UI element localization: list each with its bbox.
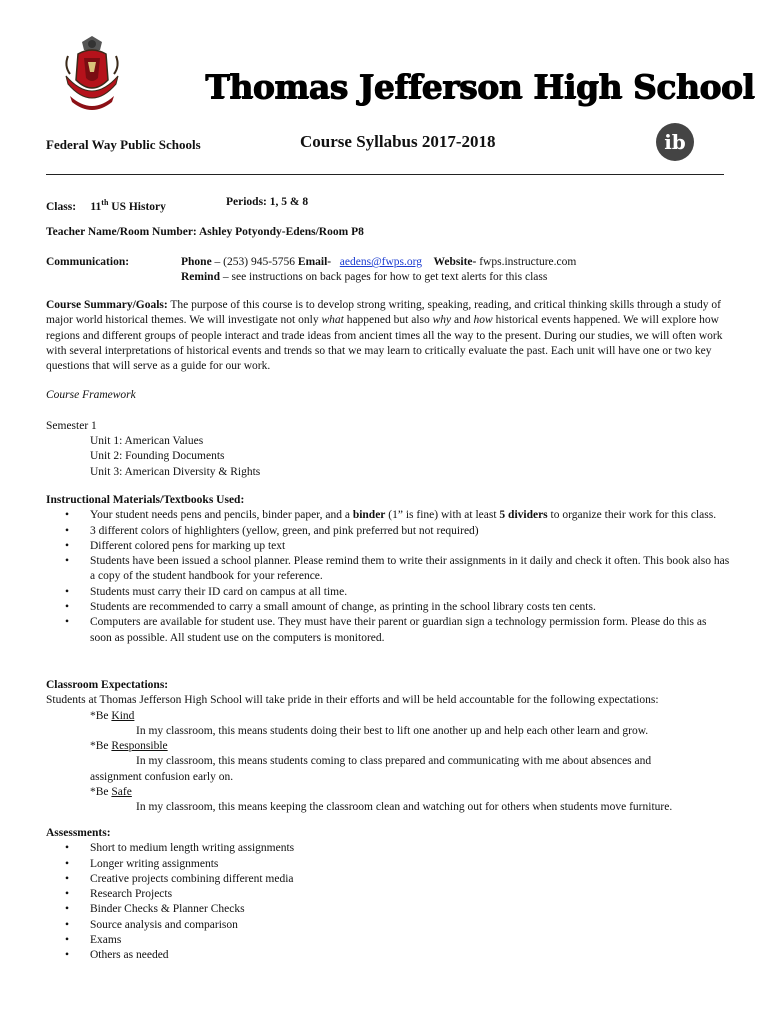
expectation-kind-text: In my classroom, this means students doing their best to lift one another up and help each other learn and grow. (136, 724, 649, 737)
list-item: • Students must carry their ID card on campus at all time. (65, 585, 348, 598)
assessments-heading: Assessments: (46, 827, 111, 839)
district-name: Federal Way Public Schools (46, 137, 201, 152)
remind-label: Remind (181, 271, 220, 284)
phone-value: – (253) 945-5756 (211, 256, 298, 268)
phone-label: Phone (181, 256, 212, 268)
svg-text:ib: ib (664, 130, 686, 154)
unit-list (90, 434, 260, 480)
expectations-heading: Classroom Expectations: (46, 679, 169, 691)
list-item: • Your student needs pens and pencils, binder paper, and a binder (1” is fine) with at least 5 dividers to organize their work for this class. (65, 509, 717, 522)
header-divider (46, 174, 724, 175)
periods: Periods: 1, 5 & 8 (226, 196, 309, 208)
website-value: fwps.instructure.com (476, 256, 577, 268)
communication-label: Communication: (46, 256, 130, 268)
unit-item: Unit 1: American Values (90, 435, 204, 447)
teacher-info: Teacher Name/Room Number: Ashley Potyondy-Edens/Room P8 (46, 226, 364, 238)
website-label: Website- (433, 256, 477, 268)
list-item: • 3 different colors of highlighters (yellow, green, and pink preferred but not required) (65, 524, 479, 537)
course-summary: Course Summary/Goals: The purpose of this course is to develop strong writing, speaking, reading, and critical thinking skills through a study of major world historical themes. We will investigate not only what happened but also why and how historical events happened. We will explore how regions and different groups of people interact and trade ideas from ancient times all the way to the present. During our studies, we will often work with several interpretations of historical events and trends so that we may learn to critically evaluate the past. Each unit will have one or two key questions that will serve as a guide for our work. (46, 299, 723, 373)
summary-label: Course Summary/Goals: (46, 299, 168, 311)
list-item: • Longer writing assignments (65, 857, 219, 870)
expectation-safe-text: In my classroom, this means keeping the classroom clean and watching out for others when students move furniture. (136, 801, 673, 814)
ib-logo-icon (655, 122, 695, 162)
communication-details (181, 255, 576, 286)
email-link[interactable]: aedens@fwps.org (339, 256, 423, 268)
class-label: Class: (46, 200, 77, 213)
list-item: • Binder Checks & Planner Checks (65, 903, 245, 916)
list-item: • Source analysis and comparison (65, 918, 238, 931)
remind-value: – see instructions on back pages for how to get text alerts for this class (219, 271, 548, 284)
expectation-responsible-text-cont: assignment confusion early on. (90, 770, 234, 783)
list-item: • Short to medium length writing assignments (65, 842, 295, 855)
expectations-section (46, 678, 730, 816)
school-crest-logo (60, 36, 124, 116)
list-item: • Computers are available for student use. They must have their parent or guardian sign a technology permission form. Please do this as soon as possible. All student use on the computers is monitored. (65, 616, 707, 644)
list-item: • Creative projects combining different media (65, 872, 294, 885)
list-item: • Different colored pens for marking up text (65, 539, 286, 552)
expectation-responsible: *Be Responsible (90, 740, 168, 753)
assessments-section (46, 826, 730, 964)
expectation-kind: *Be Kind (90, 709, 135, 722)
school-title: Thomas Jefferson High School (205, 67, 755, 106)
expectation-safe: *Be Safe (90, 786, 132, 799)
unit-item: Unit 3: American Diversity & Rights (90, 465, 261, 478)
class-row (46, 195, 309, 215)
list-item: • Exams (65, 934, 122, 947)
list-item: • Research Projects (65, 888, 173, 901)
unit-item: Unit 2: Founding Documents (90, 450, 225, 463)
expectation-responsible-text: In my classroom, this means students coming to class prepared and communicating with me about absences and (136, 755, 652, 768)
list-item: • Others as needed (65, 949, 169, 962)
expectations-intro: Students at Thomas Jefferson High School will take pride in their efforts and will be held accountable for the following expectations: (46, 694, 659, 707)
list-item: • Students are recommended to carry a small amount of change, as printing in the school library costs ten cents. (65, 601, 596, 614)
materials-section (46, 493, 730, 646)
email-label: Email- (297, 256, 332, 268)
framework-title: Course Framework (46, 389, 136, 401)
list-item: • Students have been issued a school planner. Please remind them to write their assignments in it daily and check it often. This book also has a copy of the student handbook for your reference. (65, 555, 730, 583)
semester-label: Semester 1 (46, 420, 97, 432)
materials-heading: Instructional Materials/Textbooks Used: (46, 494, 245, 506)
class-value: 11th US History (90, 198, 166, 213)
syllabus-title: Course Syllabus 2017-2018 (300, 132, 496, 151)
